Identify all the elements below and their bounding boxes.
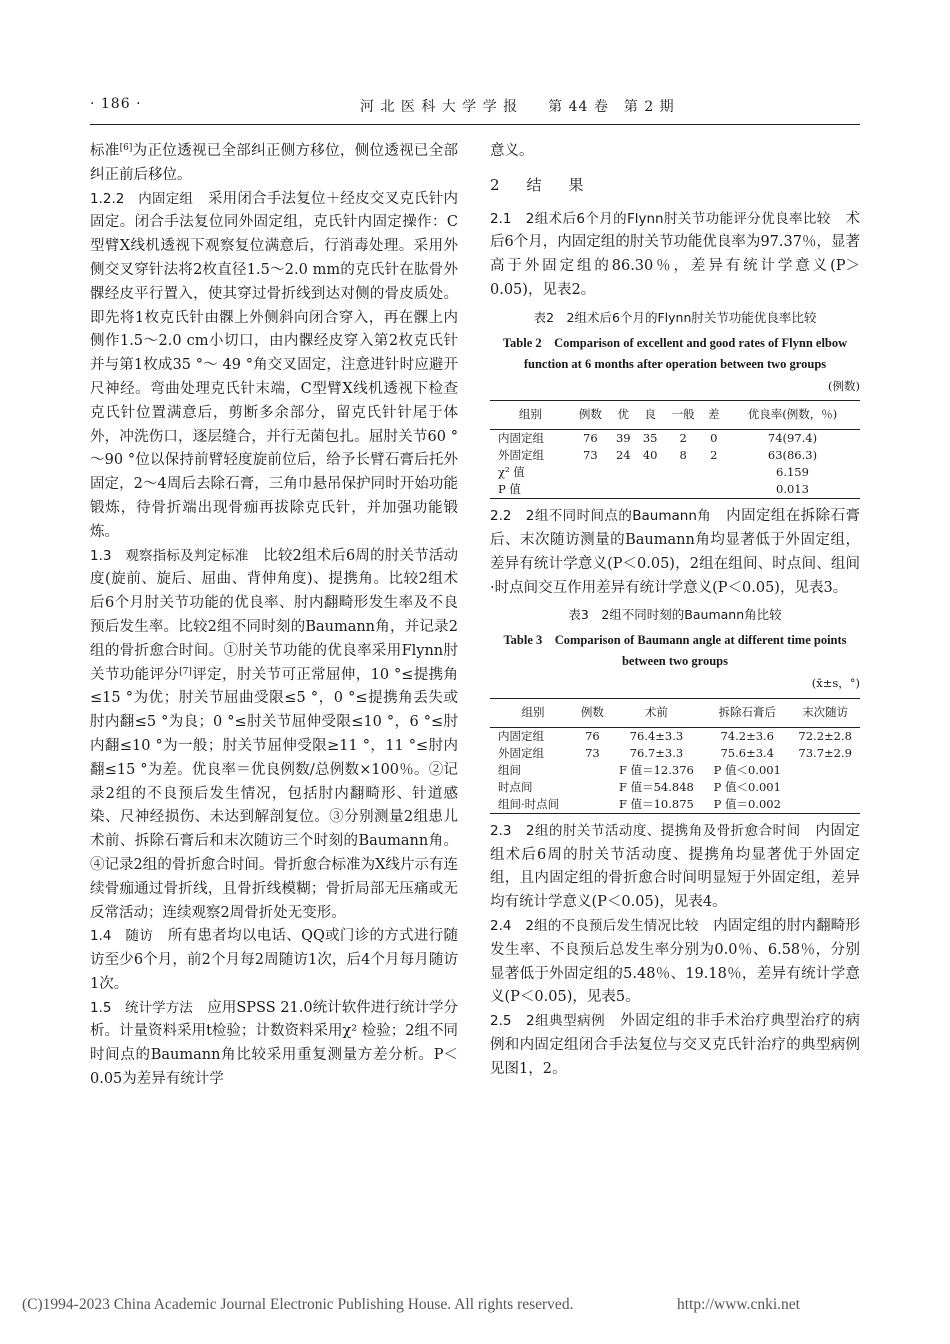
citation[interactable]: [7] — [179, 666, 192, 677]
section-heading: 1.2.2 内固定组 — [90, 190, 194, 207]
column-header: 术前 — [609, 698, 704, 727]
table-row: 时点间 F 值＝54.848 P 值＜0.001 — [498, 779, 781, 794]
citation[interactable]: [6] — [119, 143, 133, 153]
paragraph: 意义。 — [490, 143, 534, 159]
table-2-caption-cn: 表2 2组术后6个月的Flynn肘关节功能优良率比较 — [533, 309, 817, 325]
section-heading: 2.3 2组的肘关节活动度、提携角及骨折愈合时间 — [490, 822, 801, 839]
paragraph: 标准[6]为正位透视已全部纠正侧方移位，侧位透视已全部纠正前后移位。 — [90, 143, 459, 183]
section-heading: 2.1 2组术后6个月的Flynn肘关节功能评分优良率比较 — [490, 210, 831, 227]
section-1-4: 1.4 随访 所有患者均以电话、QQ或门诊的方式进行随访至少6个月，前2个月每2周随访1次，后4个月每月随访1次。 — [90, 928, 458, 992]
column-header: 例数 — [576, 698, 609, 727]
column-header: 差 — [703, 401, 725, 430]
table-row: 内固定组 76 39 35 2 0 74(97.4) — [498, 431, 818, 446]
copyright-text: (C)1994-2023 China Academic Journal Electronic Publishing House. All rights reserved. — [22, 1296, 574, 1313]
section-1-3: 1.3 观察指标及判定标准 比较2组术后6周的肘关节活动度(旋前、旋后、屈曲、背伸角度)、提携角。比较2组术后6个月肘关节功能的优良率、肘内翻畸形发生率及不良预后发生率。比较2组不同时刻的Baumann角，并记录2组的骨折愈合时间。①肘关节功能的优良率采用Flynn肘关节功能评分[7]评定，肘关节可正常屈伸，10 °≤提携角≤15 °为优；肘关节屈曲受限≤5 °，0 °≤提携角丢失或肘内翻≤5 °为良；0 °≤肘关节屈伸受限≤10 °，6 °≤肘内翻≤10 °为一般；肘关节屈伸受限≥11 °，11 °≤肘内翻≤15 °为差。优良率＝优良例数/总例数×100％。②记录2组的不良预后发生情况，包括肘内翻畸形、针道感染、尺神经损伤、未达到解剖复位。③分别测量2组患儿术前、拆除石膏后和末次随访三个时刻的Baumann角。④记录2组的骨折愈合时间。骨折愈合标准为X线片示有连续骨痂通过骨折线，且骨折线模糊；骨折局部无压痛或无反常活动；连续观察2周骨折处无变形。 — [90, 547, 459, 921]
section-heading: 1.5 统计学方法 — [90, 999, 193, 1016]
table-2-caption-en: Table 2 Comparison of excellent and good rates of Flynn elbow function at 6 months after operation between two groups — [502, 335, 848, 371]
copyright-footer — [22, 1296, 932, 1314]
table-row: 组间 F 值＝12.376 P 值＜0.001 — [498, 762, 781, 777]
footer-url[interactable]: http://www.cnki.net — [677, 1296, 800, 1313]
table-2-grid — [490, 400, 860, 499]
table-row: χ² 值 6.159 — [498, 465, 809, 480]
table-3-caption-en: Table 3 Comparison of Baumann angle at different time points between two groups — [503, 633, 847, 669]
column-header: 优良率(例数，％) — [725, 401, 860, 430]
section-heading: 2.2 2组不同时间点的Baumann角 — [490, 508, 712, 525]
section-2-2: 2.2 2组不同时间点的Baumann角 内固定组在拆除石膏后、末次随访测量的Baumann角均显著低于外固定组，差异有统计学意义(P＜0.05)，2组在组间、时点间、组间·时点间交互作用差异有统计学意义(P＜0.05)，见表3。 — [490, 508, 861, 596]
section-1-5: 1.5 统计学方法 应用SPSS 21.0统计软件进行统计学分析。计量资料采用t检验；计数资料采用χ² 检验；2组不同时间点的Baumann角比较采用重复测量方差分析。P＜0.05为差异有统计学 — [90, 999, 458, 1088]
column-header: 一般 — [664, 401, 703, 430]
table-row: 外固定组 73 24 40 8 2 63(86.3) — [498, 448, 818, 463]
section-heading: 1.4 随访 — [90, 928, 154, 945]
column-header: 良 — [637, 401, 664, 430]
table-2-unit: (例数) — [828, 378, 860, 393]
running-header — [90, 96, 860, 118]
section-2-5: 2.5 2组典型病例 外固定组的非手术治疗典型治疗的病例和内固定组闭合手法复位与交叉克氏针治疗的典型病例见图1，2。 — [490, 1013, 861, 1077]
section-heading: 2.4 2组的不良预后发生情况比较 — [490, 917, 699, 934]
section-heading: 2.5 2组典型病例 — [490, 1013, 606, 1030]
journal-title: 河 北 医 科 大 学 学 报 第 44 卷 第 2 期 — [360, 99, 675, 115]
table-row: 组间·时点间 F 值＝10.875 P 值＝0.002 — [490, 796, 860, 814]
section-heading: 1.3 观察指标及判定标准 — [90, 547, 249, 564]
table-3-unit: (x̄±s，°) — [811, 676, 860, 691]
table-3-caption-cn: 表3 2组不同时刻的Baumann角比较 — [568, 607, 782, 623]
column-header: 例数 — [571, 401, 610, 430]
section-2-heading: 2 结 果 — [490, 175, 590, 194]
section-1-2-2: 1.2.2 内固定组 采用闭合手法复位＋经皮交叉克氏针内固定。闭合手法复位同外固定组，克氏针内固定操作：C型臂X线机透视下观察复位满意后，行消毒处理。采用外侧交叉穿针法将2枚直径1.5～2.0 mm的克氏针在肱骨外髁经皮平行置入，使其穿过骨折线到达对侧的骨皮质处。即先将1枚克氏针由髁上外侧斜向闭合穿入，再在髁上内侧作1.5～2.0 cm小切口，由内髁经皮穿入第2枚克氏针并与第1枚成35 °～ 49 °角交叉固定，注意进针时应避开尺神经。弯曲处理克氏针末端，C型臂X线机透视下检查克氏针位置满意后，剪断多余部分，留克氏针针尾于体外，冲洗伤口，逐层缝合，并行无菌包扎。屈肘关节60 °～90 °位以保持前臂轻度旋前位后，给予长臂石膏后托外固定，2～4周后去除石膏，三角巾悬吊保护同时开始功能锻炼，待骨折端出现骨痂再拔除克氏针，并加强功能锻炼。 — [90, 190, 459, 540]
table-3-grid — [490, 698, 860, 814]
table-row: P 值 0.013 — [490, 481, 860, 499]
table-row: 内固定组 76 76.4±3.3 74.2±3.6 72.2±2.8 — [498, 728, 852, 743]
table-row: 外固定组 73 76.7±3.3 75.6±3.4 73.7±2.9 — [498, 745, 852, 760]
column-header: 组别 — [490, 401, 571, 430]
column-header: 末次随访 — [790, 698, 860, 727]
column-header: 组别 — [490, 698, 576, 727]
column-header: 拆除石膏后 — [704, 698, 790, 727]
column-header: 优 — [610, 401, 637, 430]
table-3 — [490, 603, 860, 813]
right-column — [490, 140, 860, 1082]
table-2 — [490, 306, 860, 499]
left-column — [90, 140, 458, 1092]
page-number: · 186 · — [90, 96, 142, 112]
section-2-1: 2.1 2组术后6个月的Flynn肘关节功能评分优良率比较 术后6个月，内固定组的肘关节功能优良率为97.37％，显著高于外固定组的86.30％，差异有统计学意义(P＞0.05)，见表2。 — [490, 210, 861, 298]
header-rule — [90, 124, 860, 125]
section-2-4: 2.4 2组的不良预后发生情况比较 内固定组的肘内翻畸形发生率、不良预后总发生率分别为0.0％、6.58％，分别显著低于外固定组的5.48％、19.18％，差异有统计学意义(P＜0.05)，见表5。 — [490, 917, 861, 1006]
section-2-3: 2.3 2组的肘关节活动度、提携角及骨折愈合时间 内固定组术后6周的肘关节活动度、提携角均显著优于外固定组，且内固定组的骨折愈合时间明显短于外固定组，差异均有统计学意义(P＜0.05)，见表4。 — [490, 822, 861, 911]
